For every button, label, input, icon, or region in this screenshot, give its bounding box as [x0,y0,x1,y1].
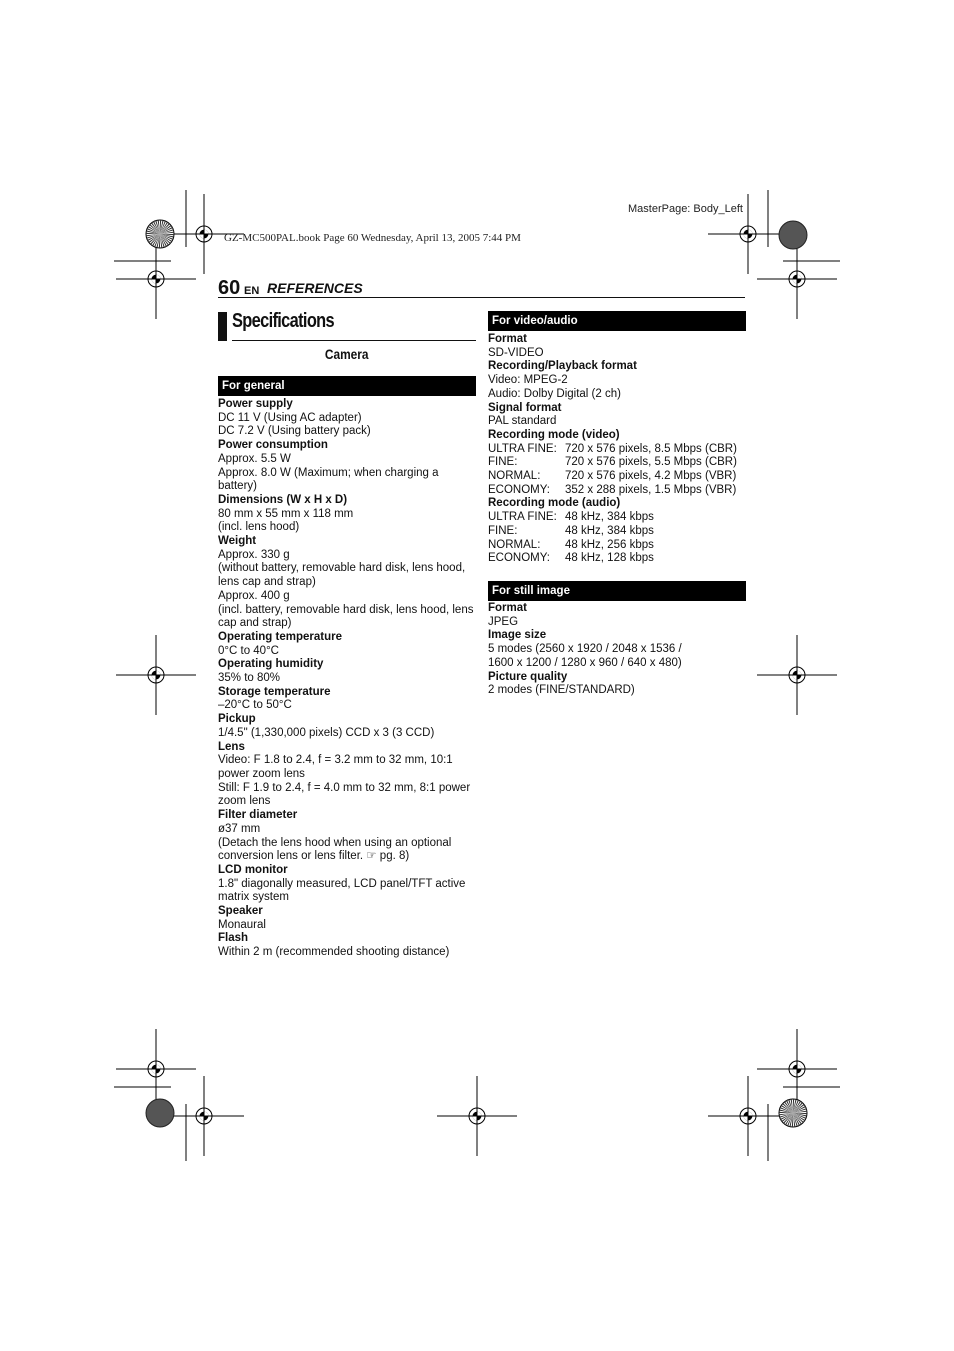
spec-value: Approx. 5.5 W [218,452,291,465]
spec-label: Power supply [218,398,293,410]
mode-name: FINE: [488,524,518,537]
mode-value: 48 kHz, 384 kbps [565,511,654,524]
spec-label: Format [488,333,527,345]
title-marker-bar [218,312,227,341]
mode-row [488,470,746,484]
registration-target-icon [116,635,196,715]
spec-label: Lens [218,740,245,753]
mode-value: 48 kHz, 384 kbps [565,524,654,537]
mode-value: 352 x 288 pixels, 1.5 Mbps (VBR) [565,483,737,496]
registration-target-icon [757,1029,837,1109]
registration-target-icon [757,239,837,319]
spec-value: JPEG [488,615,519,628]
spec-label: Speaker [218,905,263,918]
registration-target-icon [708,1076,788,1156]
spec-value: SD-VIDEO [488,346,544,359]
spec-label: Recording mode (video) [488,428,620,441]
spec-label: Filter diameter [218,809,298,822]
spec-value: 2 modes (FINE/STANDARD) [488,684,635,697]
mode-row [488,539,746,553]
mode-value: 48 kHz, 128 kbps [565,552,654,565]
spec-value: Approx. 400 g [218,589,290,602]
spec-label: Image size [488,629,547,642]
registration-target-icon [757,635,837,715]
mode-value: 48 kHz, 256 kbps [565,538,654,551]
gray-target-icon [779,221,807,249]
page-number: 60 [218,277,241,299]
page-title: Specifications [232,310,335,332]
spec-label: Pickup [218,713,256,726]
starburst-target-icon [146,220,174,248]
general-specs-list [218,398,476,960]
spec-value: (Detach the lens hood when using an optional conversion lens or lens filter. ☞ pg. 8) [218,836,452,863]
mode-name: FINE: [488,456,518,469]
spec-value: Video: F 1.8 to 2.4, f = 3.2 mm to 32 mm, 10:1 power zoom lens [218,754,453,780]
spec-label: Recording mode (audio) [488,497,621,510]
spec-label: LCD monitor [218,863,288,876]
spec-value: Audio: Dolby Digital (2 ch) [488,387,621,400]
spec-label: Operating temperature [218,630,342,643]
spec-value: 0°C to 40°C [218,644,279,657]
mode-row [488,511,746,525]
spec-value: 1.8" diagonally measured, LCD panel/TFT active matrix system [218,877,466,904]
mode-row [488,456,746,470]
spec-label: Signal format [488,401,562,414]
video-audio-specs-list [488,333,746,566]
general-section-heading: For general [218,376,476,396]
section-name: REFERENCES [267,280,363,296]
spec-label: Dimensions (W x H x D) [218,493,348,506]
spec-label: Weight [218,535,257,548]
video-audio-section-heading: For video/audio [488,311,746,331]
spec-label: Format [488,602,527,614]
registration-target-icon [116,239,196,319]
title-divider [232,340,476,341]
mode-name: ULTRA FINE: [488,442,557,455]
starburst-target-icon [779,1099,807,1127]
spec-label: Power consumption [218,439,328,452]
spec-value: DC 7.2 V (Using battery pack) [218,425,371,438]
spec-value: (without battery, removable hard disk, lens hood, lens cap and strap) [218,562,466,589]
spec-label: Recording/Playback format [488,360,637,373]
still-image-specs-list [488,602,746,698]
still-image-section-heading: For still image [488,581,746,601]
mode-row [488,525,746,539]
language-code: EN [244,285,260,297]
mode-row [488,484,746,498]
spec-label: Operating humidity [218,658,324,671]
mode-value: 720 x 576 pixels, 8.5 Mbps (CBR) [565,442,737,455]
mode-name: ECONOMY: [488,552,550,565]
mode-name: NORMAL: [488,538,541,551]
spec-label: Picture quality [488,670,568,683]
mode-name: ULTRA FINE: [488,511,557,524]
spec-value: 5 modes (2560 x 1920 / 2048 x 1536 / [488,643,682,656]
spec-value: Still: F 1.9 to 2.4, f = 4.0 mm to 32 mm, 8:1 power zoom lens [218,781,471,808]
spec-value: Video: MPEG-2 [488,374,568,387]
general-specs-column [218,376,476,960]
spec-label: Storage temperature [218,685,331,698]
page-header [218,277,745,298]
spec-value: Approx. 330 g [218,548,290,561]
spec-value: –20°C to 50°C [218,699,292,712]
mode-row [488,552,746,566]
gray-target-icon [146,1099,174,1127]
mode-name: ECONOMY: [488,483,550,496]
spec-value: 1600 x 1200 / 1280 x 960 / 640 x 480) [488,656,682,669]
camera-subtitle: Camera [325,346,369,362]
registration-target-icon [437,1076,517,1156]
spec-value: PAL standard [488,415,557,428]
mode-name: NORMAL: [488,470,541,483]
spec-value: Within 2 m (recommended shooting distance) [218,946,450,959]
spec-value: 35% to 80% [218,672,281,685]
spec-value: 1/4.5" (1,330,000 pixels) CCD x 3 (3 CCD) [218,726,435,739]
spec-value: (incl. battery, removable hard disk, lens hood, lens cap and strap) [218,603,474,630]
book-info-line: GZ-MC500PAL.book Page 60 Wednesday, April 13, 2005 7:44 PM [224,232,521,244]
spec-label: Flash [218,932,249,945]
masterpage-label: MasterPage: Body_Left [628,203,743,215]
still-image-specs-column [488,581,746,698]
spec-value: Approx. 8.0 W (Maximum; when charging a battery) [218,466,439,493]
spec-value: Monaural [218,918,266,931]
video-audio-specs-column [488,311,746,566]
registration-target-icon [116,1029,196,1109]
spec-value: (incl. lens hood) [218,521,300,534]
spec-value: 80 mm x 55 mm x 118 mm [218,507,354,520]
spec-value: DC 11 V (Using AC adapter) [218,411,362,424]
spec-value: ø37 mm [218,822,261,835]
mode-value: 720 x 576 pixels, 4.2 Mbps (VBR) [565,470,737,483]
mode-row [488,443,746,457]
registration-target-icon [164,1076,244,1156]
mode-value: 720 x 576 pixels, 5.5 Mbps (CBR) [565,456,737,469]
